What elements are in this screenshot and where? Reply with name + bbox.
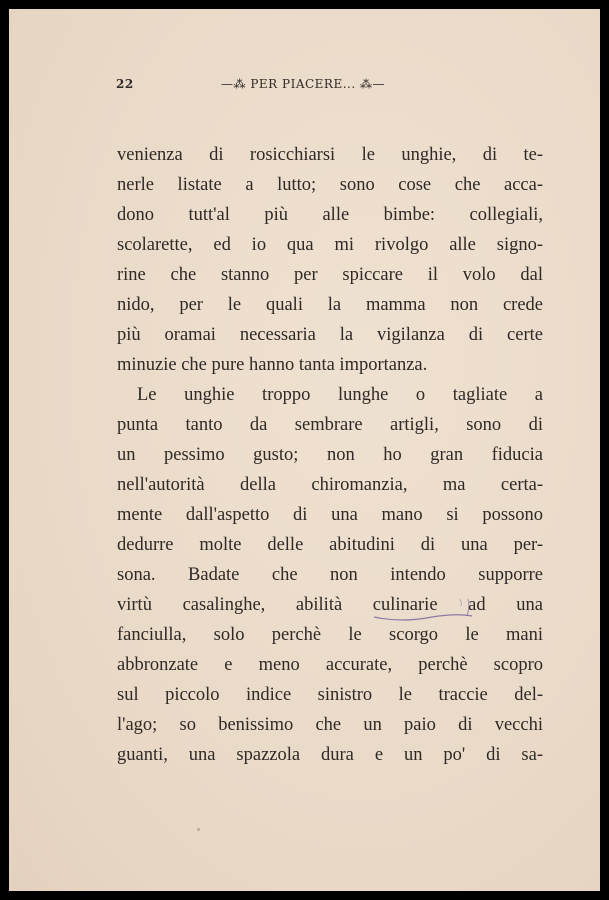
text-line: un pessimo gusto; non ho gran fiducia	[117, 445, 543, 465]
paper-speck	[197, 828, 200, 831]
text-line: venienza di rosicchiarsi le unghie, di te-	[117, 145, 543, 165]
text-line: nerle listate a lutto; sono cose che acca-	[117, 175, 543, 195]
text-line: Le unghie troppo lunghe o tagliate a	[137, 385, 543, 405]
text-line: guanti, una spazzola dura e un po' di sa-	[117, 745, 543, 765]
text-line: fanciulla, solo perchè le scorgo le mani	[117, 625, 543, 645]
text-line: nido, per le quali la mamma non crede	[117, 295, 543, 315]
text-line: virtù casalinghe, abilità culinarie ad una	[117, 595, 543, 615]
text-line: più oramai necessaria la vigilanza di certe	[117, 325, 543, 345]
text-line: mente dall'aspetto di una mano si possono	[117, 505, 543, 525]
text-line: sona. Badate che non intendo supporre	[117, 565, 543, 585]
book-page	[9, 9, 600, 891]
text-line: abbronzate e meno accurate, perchè scopro	[117, 655, 543, 675]
page-number: 22	[116, 77, 134, 91]
text-line: minuzie che pure hanno tanta importanza.	[117, 355, 428, 375]
text-line: punta tanto da sembrare artigli, sono di	[117, 415, 543, 435]
running-title: —⁂ PER PIACERE... ⁂—	[221, 77, 385, 91]
text-line: dedurre molte delle abitudini di una per-	[117, 535, 543, 555]
text-line: nell'autorità della chiromanzia, ma certa-	[117, 475, 543, 495]
page-header	[9, 77, 600, 97]
text-line: dono tutt'al più alle bimbe: collegiali,	[117, 205, 543, 225]
text-line: sul piccolo indice sinistro le traccie del-	[117, 685, 543, 705]
text-line: rine che stanno per spiccare il volo dal	[117, 265, 543, 285]
text-line: scolarette, ed io qua mi rivolgo alle signo-	[117, 235, 543, 255]
body-text	[117, 140, 543, 770]
text-line: l'ago; so benissimo che un paio di vecchi	[117, 715, 543, 735]
